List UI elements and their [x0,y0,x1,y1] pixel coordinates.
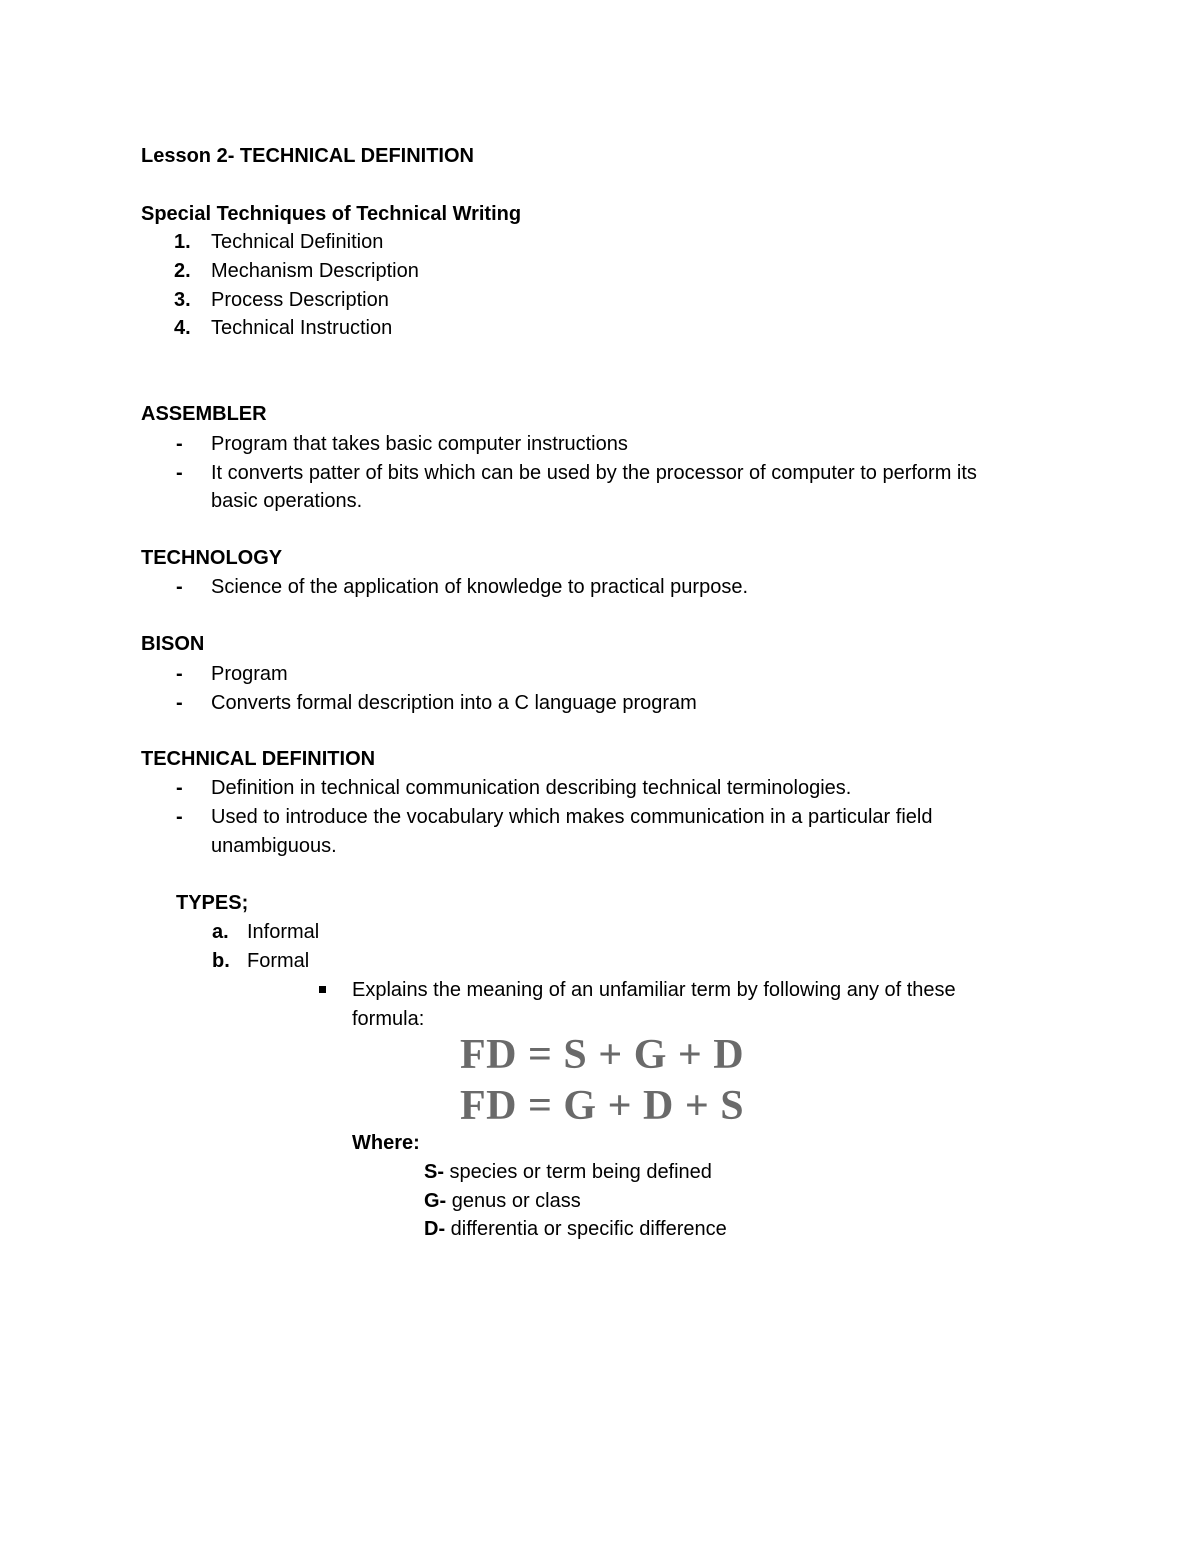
dash-bullet: - [176,806,183,828]
formula: FD = S + G + D [460,1032,745,1078]
list-item: Process Description [211,289,389,311]
definition-key: D- [424,1218,446,1240]
lesson-title-text: Lesson 2- TECHNICAL DEFINITION [141,145,474,167]
list-number: 2. [174,260,191,282]
dash-bullet: - [176,777,183,799]
formal-note: Explains the meaning of an unfamiliar term by following any of these [352,979,956,1001]
formal-note-continuation: formula: [352,1008,425,1030]
list-letter: a. [212,921,229,943]
formula: FD = G + D + S [460,1083,745,1129]
technology-heading: TECHNOLOGY [141,547,283,569]
definition-key: S- [424,1161,444,1183]
types-heading: TYPES; [176,892,249,914]
list-number: 3. [174,289,191,311]
list-item: Program that takes basic computer instructions [211,433,628,455]
list-item: Mechanism Description [211,260,419,282]
list-item-continuation: basic operations. [211,490,363,512]
list-item-continuation: unambiguous. [211,835,337,857]
definition-text: genus or class [446,1190,581,1212]
list-item: Used to introduce the vocabulary which makes communication in a particular field [211,806,933,828]
assembler-heading: ASSEMBLER [141,403,267,425]
dash-bullet: - [176,663,183,685]
bison-heading: BISON [141,633,205,655]
definition-key: G- [424,1190,447,1212]
dash-bullet: - [176,462,183,484]
definition-text: differentia or specific difference [445,1218,727,1240]
list-item: Definition in technical communication describing technical terminologies. [211,777,852,799]
list-item: Science of the application of knowledge to practical purpose. [211,576,749,598]
lesson-title [141,143,474,169]
definition-item [424,1216,727,1242]
dash-bullet: - [176,576,183,598]
square-bullet-icon [319,986,326,993]
list-number: 1. [174,231,191,253]
techniques-heading: Special Techniques of Technical Writing [141,203,522,225]
list-item: Informal [247,921,320,943]
dash-bullet: - [176,433,183,455]
list-item: Technical Definition [211,231,384,253]
list-item: Program [211,663,288,685]
definition-item [424,1188,581,1214]
list-item: Technical Instruction [211,317,393,339]
definition-item [424,1159,712,1185]
technical-definition-heading: TECHNICAL DEFINITION [141,748,376,770]
definition-text: species or term being defined [444,1161,712,1183]
list-number: 4. [174,317,191,339]
dash-bullet: - [176,692,183,714]
list-item: Formal [247,950,310,972]
where-label: Where: [352,1132,420,1154]
list-letter: b. [212,950,230,972]
list-item: It converts patter of bits which can be used by the processor of computer to perform its [211,462,977,484]
list-item: Converts formal description into a C language program [211,692,697,714]
